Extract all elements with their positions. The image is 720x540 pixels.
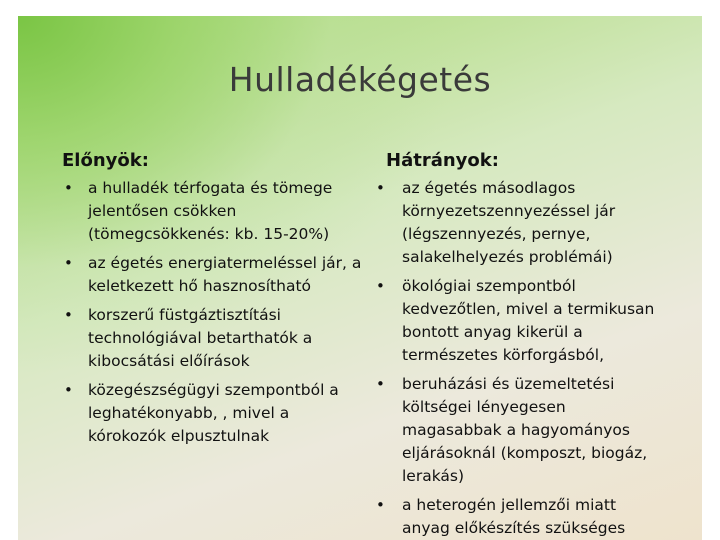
bullet-icon: • [376,277,385,295]
disadvantage-text: a heterogén jellemzői miatt anyag előkészítés szükséges [402,496,626,537]
list-item [368,494,668,540]
advantage-text: korszerű füstgáztisztítási technológiával betarthatók a kibocsátási előírások [88,306,313,370]
advantage-text: a hulladék térfogata és tömege jelentősen csökken (tömegcsökkenés: kb. 15-20%) [88,179,333,243]
disadvantages-heading: Hátrányok: [386,150,499,171]
list-item [62,304,362,373]
list-item [368,373,668,488]
list-item [368,177,668,269]
list-item [368,275,668,367]
list-item [62,252,362,298]
bullet-icon: • [64,381,73,399]
disadvantages-list [368,177,668,540]
disadvantage-text: az égetés másodlagos környezetszennyezéssel jár (légszennyezés, pernye, salakelhelyezés problémái) [402,179,616,266]
bullet-icon: • [64,254,73,272]
advantage-text: közegészségügyi szempontból a leghatékonyabb, , mivel a kórokozók elpusztulnak [88,381,339,445]
advantages-column [62,150,362,454]
bullet-icon: • [376,496,385,514]
disadvantages-column [368,150,668,540]
advantage-text: az égetés energiatermeléssel jár, a keletkezett hő hasznosítható [88,254,362,295]
slide-title: Hulladékégetés [228,60,492,99]
disadvantage-text: beruházási és üzemeltetési költségei lényegesen magasabbak a hagyományos eljárásoknál (komposzt, biogáz, lerakás) [402,375,648,485]
bullet-icon: • [376,375,385,393]
slide [18,16,702,540]
list-item [62,177,362,246]
list-item [62,379,362,448]
bullet-icon: • [64,179,73,197]
bullet-icon: • [64,306,73,324]
bullet-icon: • [376,179,385,197]
disadvantage-text: ökológiai szempontból kedvezőtlen, mivel a termikusan bontott anyag kikerül a természetes körforgásból, [402,277,655,364]
advantages-heading: Előnyök: [62,150,149,171]
advantages-list [62,177,362,448]
